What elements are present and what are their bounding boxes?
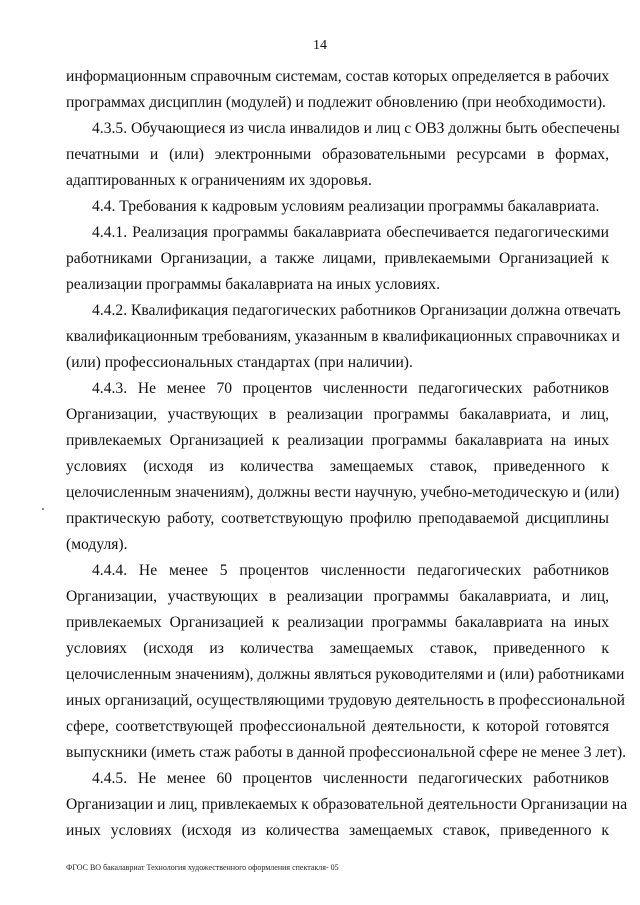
text-line: 4.4. Требования к кадровым условиям реализации программы бакалавриата. bbox=[92, 198, 600, 215]
text-line: иных организаций, осуществляющими трудовую деятельность в профессиональной bbox=[66, 692, 625, 709]
document-body bbox=[66, 64, 628, 844]
text-line: сфере, соответствующей профессиональной деятельности, к которой готовятся bbox=[66, 718, 609, 735]
text-line: Организации и лиц, привлекаемых к образовательной деятельности Организации на bbox=[66, 796, 628, 813]
text-line: адаптированных к ограничениям их здоровья. bbox=[66, 172, 372, 189]
text-line: целочисленным значениям), должны являться руководителями и (или) работниками bbox=[66, 666, 625, 683]
text-line: 4.4.5. Не менее 60 процентов численности педагогических работников bbox=[92, 770, 609, 787]
text-line: выпускники (иметь стаж работы в данной профессиональной сфере не менее 3 лет). bbox=[66, 744, 627, 761]
text-line: 4.4.1. Реализация программы бакалавриата обеспечивается педагогическими bbox=[92, 224, 609, 241]
text-line: (модуля). bbox=[66, 536, 128, 553]
text-line: (или) профессиональных стандартах (при наличии). bbox=[66, 354, 413, 371]
scan-artifact-dot bbox=[42, 508, 44, 510]
text-line: привлекаемых Организацией к реализации программы бакалавриата на иных bbox=[66, 614, 609, 631]
text-line: квалификационным требованиям, указанным в квалификационных справочниках и bbox=[66, 328, 620, 345]
text-line: печатными и (или) электронными образовательными ресурсами в формах, bbox=[66, 146, 609, 163]
text-line: 4.3.5. Обучающиеся из числа инвалидов и лиц с ОВЗ должны быть обеспечены bbox=[92, 120, 620, 137]
text-line: 4.4.3. Не менее 70 процентов численности педагогических работников bbox=[92, 380, 609, 397]
text-line: Организации, участвующих в реализации программы бакалавриата, и лиц, bbox=[66, 588, 609, 605]
text-line: целочисленным значениям), должны вести научную, учебно-методическую и (или) bbox=[66, 484, 620, 501]
document-footer: ФГОС ВО бакалавриат Технология художественного оформления спектакля- 05 bbox=[66, 863, 339, 872]
page-number: 14 bbox=[313, 38, 327, 53]
text-line: программах дисциплин (модулей) и подлежит обновлению (при необходимости). bbox=[66, 94, 606, 111]
text-line: реализации программы бакалавриата на иных условиях. bbox=[66, 276, 440, 293]
text-line: работниками Организации, а также лицами, привлекаемыми Организацией к bbox=[66, 250, 609, 267]
text-line: Организации, участвующих в реализации программы бакалавриата, и лиц, bbox=[66, 406, 609, 423]
text-line: 4.4.2. Квалификация педагогических работников Организации должна отвечать bbox=[92, 302, 621, 319]
text-line: привлекаемых Организацией к реализации программы бакалавриата на иных bbox=[66, 432, 609, 449]
text-line: условиях (исходя из количества замещаемых ставок, приведенного к bbox=[66, 640, 609, 657]
text-line: условиях (исходя из количества замещаемых ставок, приведенного к bbox=[66, 458, 609, 475]
text-line: практическую работу, соответствующую профилю преподаваемой дисциплины bbox=[66, 510, 609, 527]
text-line: 4.4.4. Не менее 5 процентов численности педагогических работников bbox=[92, 562, 609, 579]
text-line: информационным справочным системам, состав которых определяется в рабочих bbox=[66, 68, 610, 85]
text-line: иных условиях (исходя из количества замещаемых ставок, приведенного к bbox=[66, 822, 609, 839]
